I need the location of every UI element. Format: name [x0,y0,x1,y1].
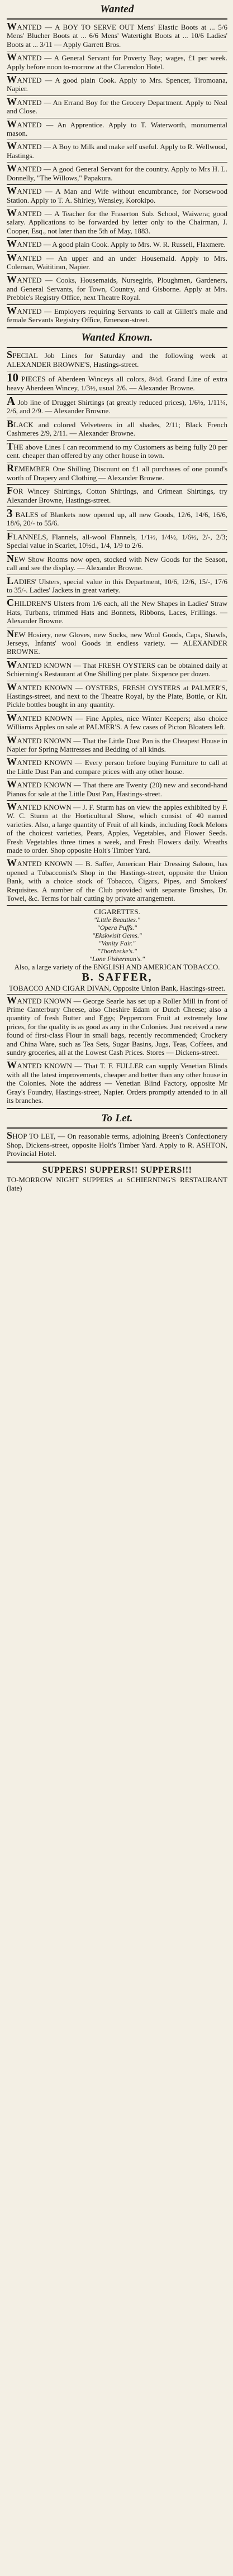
advertisement [7,630,227,657]
drop-letter: W [7,74,17,85]
ad-text: ANTED KNOWN — George Searle has set up a Roller Mill in front of Prime Canterbury Cheese, also Cheshire Edam or Dutch Cheese; also a quantity of fresh Butter and Eggs; Peppercorn Fruit at extremely low prices, for the quality is as good as any in the Colonies. Just received a new found of first-class Flour in small bags, recently recommended; Crockery and China Ware, such as Tea Sets, Sugar Basins, Jugs, Teas, Coffees, and sundry groceries, all at the Lowest Cash Prices. Stores — Dickens-street. [7,996,227,1057]
ad-text: ANTED — A Teacher for the Fraserton Sub. School, Waiwera; good salary. Applications to be forwarded by letter only to the Chairman, J. Cooper, Esq., not later than the 5th of May, 1883. [7,209,227,235]
drop-letter: W [7,251,17,263]
advertisement [7,164,227,183]
drop-letter: W [7,51,17,63]
advertisement [7,420,227,438]
drop-letter: B [7,418,14,429]
newspaper-column [0,3,233,2576]
ad-text: EW Hosiery, new Gloves, new Socks, new Wool Goods, Caps, Shawls, Jerseys, Infants' wool Goods in endless variety. — ALEXANDER BROWNE. [7,630,227,656]
ad-text: ANTED KNOWN — That T. F. FULLER can supply Venetian Blinds with all the latest improvements, cheaper and better than any other house in the Colonies. Note the address — Venetian Blind Factory, opposite Mr Gray's Foundry, Hastings-street, Napier. Orders promptly attended to in all its branches. [7,1062,227,1105]
drop-letter: T [7,440,14,452]
divider [7,506,227,507]
drop-letter: F [7,530,13,542]
divider [7,994,227,995]
advertisement [7,996,227,1058]
advertisement [7,506,228,528]
divider [7,18,227,20]
advertisement [7,1061,227,1105]
divider [7,184,227,185]
drop-letter: W [7,118,17,130]
ad-text: ANTED KNOWN — J. F. Sturm has on view the apples exhibited by F. W. C. Sturm at the Horticultural Show, which consist of 40 named varieties. Also, a large quantity of Fruit of all kinds, including Rock Melons of the choicest varieties, Pears, Apples, Vegetables, and Flower Seeds. Fresh Vegetables three times a week, and Fresh Flowers daily. Wreaths made to order. Shop opposite Holt's Timber Yard. [7,803,227,855]
ad-text: ANTED KNOWN — B. Saffer, American Hair Dressing Saloon, has opened a Tobacconist's Shop in the Hastings-street, opposite the Union Bank, with a choice stock of Tobacco, Cigars, Pipes, and Smokers' Requisites. A number of the Club provided with separate Brushes, Dr. Towel, &c. Terms for hair cutting by private arrangement. [7,859,227,903]
drop-letter: W [7,778,17,790]
advertisement [7,658,227,679]
ad-text: ANTED — An upper and an under Housemaid. Apply to Mrs. Coleman, Waititiran, Napier. [7,254,227,271]
advertisement [7,240,227,249]
drop-letter: A [7,394,16,408]
divider [7,237,227,238]
ad-text: TO-MORROW NIGHT SUPPERS at SCHIERNING'S RESTAURANT (late) [7,1175,227,1192]
advertisement [7,683,227,710]
divider [7,658,227,659]
cigarettes-heading: CIGARETTES. [94,907,140,916]
drop-letter: W [7,711,17,723]
drop-letter: W [7,207,17,218]
divider [7,304,227,305]
ad-text: ANTED — Employers requiring Servants to call at Gillett's male and female Servants Registry Office, Emerson-street. [7,307,227,324]
cigarette-brand: "Little Beauties." [94,915,140,924]
divider [7,800,227,801]
tobacco-note: Also, a large variety of the ENGLISH AND AMERICAN TOBACCO. [14,962,220,971]
ad-text: EW Show Rooms now open, stocked with New Goods for the Season, call and see the display. — Alexander Browne. [7,555,227,572]
divider [7,273,227,274]
advertisement [7,552,227,573]
ad-text: ADIES' Ulsters, special value in this Department, 10/6, 12/6, 15/-, 17/6 to 35/-. Ladies' Jackets in great variety. [7,577,227,594]
advertisement [7,304,227,325]
advertisement [7,1131,227,1158]
ad-text: EMEMBER One Shilling Discount on £1 all purchases of one pound's worth of Drapery and Clothing — Alexander Browne. [7,465,227,482]
divider [7,1127,227,1129]
drop-letter: S [7,349,13,361]
advertisement [7,802,227,855]
ad-text: ANTED — A good plain Cook. Apply to Mrs. Spencer, Tiromoana, Napier. [7,76,227,93]
divider [7,1162,227,1163]
ad-text: LANNELS, Flannels, all-wool Flannels, 1/1½, 1/4½, 1/6½, 2/-, 2/3; Special value in Scarlet, 10½d., 1/4, 1/9 to 2/6. [7,532,227,550]
drop-letter: W [7,734,17,745]
section-heading-to-let: To Let. [101,1112,133,1125]
ad-text: Job line of Drugget Shirtings (at greatly reduced prices), 1/6½, 1/11¼, 2/6, and 2/9. — Alexander Browne. [7,398,227,415]
divider [7,394,227,395]
divider [7,596,227,597]
ad-text: LACK and colored Velveteens in all shades, 2/11; Black French Cashmeres 2/9, 2/11. — Alexander Browne. [7,420,227,438]
ad-text: ANTED KNOWN — That FRESH OYSTERS can be obtained daily at Schierning's Restaurant at One Shilling per plate. Sixpence per dozen. [7,661,227,678]
divider [7,162,227,163]
drop-letter: W [7,21,17,32]
drop-letter: W [7,140,17,152]
advertisement [7,251,227,272]
tobacconist-subtitle: TOBACCO AND CIGAR DIVAN, Opposite Union Bank, Hastings-street. [8,983,226,992]
suppers-advertisement [7,1165,227,1193]
cigarette-brand: "Opera Puffs." [97,923,137,931]
drop-letter: W [7,994,17,1006]
drop-letter: W [7,274,17,285]
drop-letter: N [7,552,15,564]
ad-text: ANTED — An Apprentice. Apply to T. Waterworth, monumental mason. [7,120,227,138]
advertisement [7,599,227,625]
cigarette-brand: "Thorbecke's." [97,947,137,955]
drop-letter: W [7,95,17,107]
section-heading-wanted: Wanted [100,3,134,15]
cigarette-brand: "Ekskwisit Gems." [92,931,142,939]
suppers-heading: SUPPERS! SUPPERS!! SUPPERS!!! [42,1165,192,1175]
advertisement [7,532,227,551]
ad-text: OR Wincey Shirtings, Cotton Shirtings, and Crimean Shirtings, try Alexander Browne, Hastings-street. [7,487,227,504]
ad-text: ANTED — A General Servant for Poverty Bay; wages, £1 per week. Apply before noon to-morrow at the Clarendon Hotel. [7,54,227,71]
advertisement [7,351,227,369]
advertisement [7,464,227,482]
ad-text: HE above Lines I can recommend to my Customers as being fully 20 per cent. cheaper than offered by any other house in town. [7,442,227,460]
advertisement [7,95,227,116]
advertisement [7,275,227,302]
cigarette-brand: "Vanity Fair." [98,939,136,947]
divider [7,347,227,348]
advertisement [7,142,227,160]
drop-letter: W [7,163,17,174]
drop-letter: L [7,575,14,586]
divider [7,530,227,531]
ad-text: ANTED — Cooks, Housemaids, Nursegirls, Ploughmen, Gardeners, and General Servants, for Town, Country, and Gisborne. Apply at Mrs. Prebble's Registry Office, next Theatre Royal. [7,276,227,302]
ad-text: ANTED — A good plain Cook. Apply to Mrs. W. R. Russell, Flaxmere. [17,240,226,249]
advertisement [7,22,227,49]
advertisement [7,758,227,776]
divider [7,73,227,74]
drop-letter: F [7,485,13,496]
drop-letter: W [7,681,17,692]
drop-letter: W [7,238,17,250]
drop-letter: W [7,857,17,869]
drop-letter: N [7,628,15,639]
drop-letter: W [7,658,17,670]
ad-text: ANTED KNOWN — OYSTERS, FRESH OYSTERS at PALMER'S, Hastings-street, and next to the Theatre Royal, by the Plate, Bottle, or Kit. Pickle bottles bought in any quantity. [7,683,227,709]
ad-text: ANTED KNOWN — Fine Apples, nice Winter Keepers; also choice Williams Apples on sale at PALMER'S. A few cases of Picton Bloaters left. [7,714,227,732]
drop-letter: 10 [7,371,18,385]
drop-letter: W [7,756,17,768]
ad-text: ANTED KNOWN — That the Little Dust Pan is the Cheapest House in Napier for Spring Mattresses and Bedding of all kinds. [7,736,227,753]
advertisement [7,577,227,595]
divider [7,905,227,906]
drop-letter: W [7,801,17,813]
advertisement [7,711,227,732]
advertisement [7,373,227,393]
tobacco-advertisement [7,907,227,992]
drop-letter: 3 [7,506,13,520]
ad-text: ANTED — A Man and Wife without encumbrance, for Norsewood Station. Apply to T. A. Shirley, Wensley, Korokipo. [7,187,227,204]
ad-text: ANTED KNOWN — Every person before buying Furniture to call at the Little Dust Pan and compare prices with any other house. [7,758,227,776]
divider [7,711,227,712]
drop-letter: W [7,304,17,316]
divider [7,251,227,252]
advertisement [7,859,227,903]
drop-letter: C [7,597,15,609]
cigarette-brand: "Lone Fisherman's." [89,954,145,963]
advertisement [7,53,227,71]
ad-text: PIECES of Aberdeen Winceys all colors, 8½d. Grand Line of extra heavy Aberdeen Wincey, 1/3½, usual 2/6. — Alexander Browne. [7,375,228,392]
ad-text: ANTED — A Boy to Milk and make self useful. Apply to R. Wellwood, Hastings. [7,142,227,160]
advertisement [7,780,227,799]
divider [7,327,227,328]
divider [7,440,227,441]
ad-text: ANTED — An Errand Boy for the Grocery Department. Apply to Neal and Close. [7,98,227,116]
advertisement [7,736,227,754]
drop-letter: R [7,462,15,474]
advertisement [7,120,227,138]
ad-text: HOP TO LET, — On reasonable terms, adjoining Breen's Confectionery Shop, Dickens-street, opposite Holt's Timber Yard. Apply to R. ASHTON, Provincial Hotel. [7,1132,227,1158]
drop-letter: W [7,1059,17,1071]
advertisement [7,442,227,461]
divider [7,484,227,485]
ad-text: BALES of Blankets now opened up, all new Goods, 12/6, 14/6, 16/6, 18/6, 20/- to 55/6. [7,510,228,528]
ad-text: HILDREN'S Ulsters from 1/6 each, all the New Shapes in Ladies' Straw Hats, Turbans, trimmed Hats and Bonnets, Ribbons, Laces, Frillings. — Alexander Browne. [7,599,227,625]
ad-text: ANTED — A good General Servant for the country. Apply to Mrs H. L. Donnelly, "The Willows," Papakura. [7,165,227,182]
divider [7,552,227,553]
advertisement [7,396,227,416]
drop-letter: W [7,185,17,197]
advertisement [7,209,227,236]
ad-text: PECIAL Job Lines for Saturday and the following week at ALEXANDER BROWNE'S, Hastings-street. [7,351,227,369]
ad-text: ANTED KNOWN — That there are Twenty (20) new and second-hand Pianos for sale at the Little Dust Pan, Hastings-street. [7,781,227,798]
section-heading-wanted-known: Wanted Known. [81,332,153,344]
tobacconist-banner: B. SAFFER, [82,971,153,983]
ad-text: ANTED — A BOY TO SERVE OUT Mens' Elastic Boots at ... 5/6 Mens' Blucher Boots at ... 6/6 Mens' Watertight Boots at ... 10/6 Ladies' Boots at ... 3/11 — Apply Garrett Bros. [7,23,227,49]
advertisement [7,75,227,94]
drop-letter: S [7,1130,13,1141]
divider [7,1108,227,1109]
divider [7,95,227,96]
advertisement [7,187,227,205]
advertisement [7,486,227,505]
